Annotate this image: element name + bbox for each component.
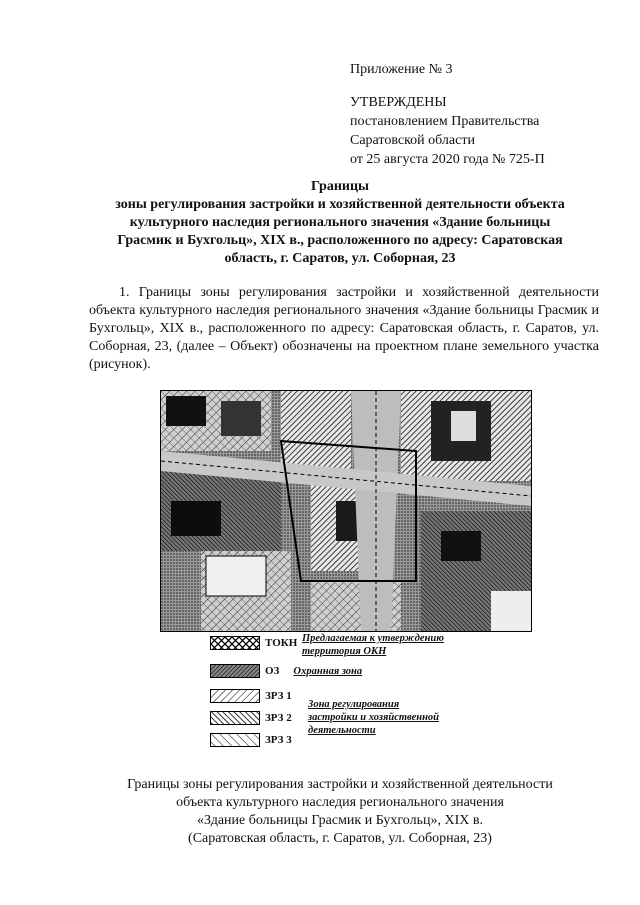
legend-code-zrz1: ЗРЗ 1 <box>265 690 292 702</box>
legend-desc-oz: Охранная зона <box>293 665 363 677</box>
approved-line-3: от 25 августа 2020 года № 725-П <box>350 152 545 167</box>
legend-swatch-zrz3 <box>210 733 260 747</box>
legend-code-zrz3: ЗРЗ 3 <box>265 734 292 746</box>
title-line-5: область, г. Саратов, ул. Соборная, 23 <box>224 251 456 266</box>
legend-row-zrz1 <box>210 687 292 705</box>
legend-row-tokn <box>210 634 297 652</box>
title-line-4: Грасмик и Бухгольц», XIX в., расположенного по адресу: Саратовская <box>117 233 563 248</box>
legend-desc-tokn-2: территория ОКН <box>302 646 387 657</box>
legend-row-zrz3 <box>210 731 292 749</box>
legend-swatch-oz <box>210 664 260 678</box>
map-legend <box>210 632 510 752</box>
legend-swatch-tokn <box>210 636 260 650</box>
title-line-1: Границы <box>311 179 369 194</box>
title-line-2: зоны регулирования застройки и хозяйственной деятельности объекта <box>115 197 565 212</box>
legend-code-oz: ОЗ <box>265 665 280 677</box>
appendix-number: Приложение № 3 <box>350 62 453 77</box>
legend-code-tokn: ТОКН <box>265 637 298 649</box>
caption-line-2: объекта культурного наследия регионального значения <box>176 795 504 810</box>
legend-code-zrz2: ЗРЗ 2 <box>265 712 292 724</box>
site-plan-map <box>160 390 532 632</box>
legend-row-zrz2 <box>210 709 292 727</box>
title-line-3: культурного наследия регионального значения «Здание больницы <box>129 215 551 230</box>
legend-desc-zrz <box>308 698 439 737</box>
legend-row-oz <box>210 662 362 680</box>
legend-swatch-zrz1 <box>210 689 260 703</box>
appendix-block <box>350 60 630 169</box>
approved-label: УТВЕРЖДЕНЫ <box>350 95 447 110</box>
document-title <box>70 178 610 268</box>
legend-desc-zrz-3: деятельности <box>308 725 376 736</box>
legend-desc-tokn <box>302 632 444 658</box>
legend-desc-zrz-2: застройки и хозяйственной <box>308 712 440 723</box>
approved-line-1: постановлением Правительства <box>350 114 540 129</box>
legend-swatch-zrz2 <box>210 711 260 725</box>
legend-desc-zrz-1: Зона регулирования <box>308 699 400 710</box>
caption-line-3: «Здание больницы Грасмик и Бухгольц», XIX в. <box>197 813 483 828</box>
approved-line-2: Саратовской области <box>350 133 475 148</box>
figure-caption <box>60 776 620 848</box>
caption-line-4: (Саратовская область, г. Саратов, ул. Соборная, 23) <box>188 831 492 846</box>
body-paragraph <box>89 284 599 374</box>
caption-line-1: Границы зоны регулирования застройки и хозяйственной деятельности <box>127 777 553 792</box>
paragraph-text: 1. Границы зоны регулирования застройки и хозяйственной деятельности объекта культурного наследия регионального значения «Здание больницы Грасмик и Бухгольц», XIX в., расположенного по адресу: Саратовская область, г. Саратов, ул. Соборная, 23, (далее – Объект) обозначены на проектном плане земельного участка (рисунок). <box>89 285 599 372</box>
legend-desc-tokn-1: Предлагаемая к утверждению <box>302 633 444 644</box>
